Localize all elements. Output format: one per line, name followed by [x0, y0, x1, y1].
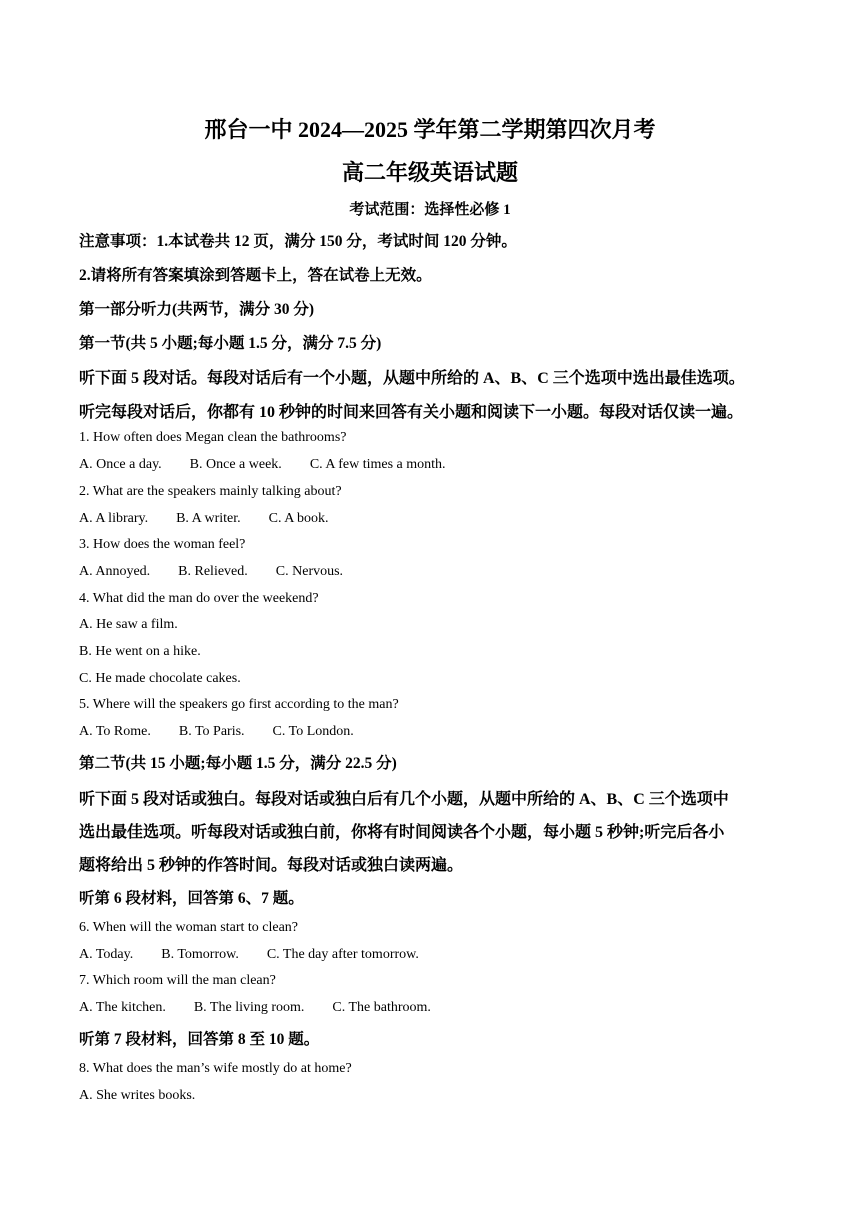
section2-instruction-1: 听下面 5 段对话或独白。每段对话或独白后有几个小题，从题中所给的 A、B、C 三个选项中	[79, 791, 729, 808]
option-b: B. Relieved.	[178, 564, 248, 579]
option-a: A. A library.	[79, 511, 149, 526]
option-a: A. The kitchen.	[79, 1000, 166, 1015]
option-c: C. The day after tomorrow.	[266, 947, 419, 962]
section1-heading: 第一节(共 5 小题;每小题 1.5 分，满分 7.5 分)	[79, 335, 382, 352]
question-1-options	[79, 457, 446, 473]
question-3: 3. How does the woman feel?	[79, 537, 246, 552]
section1-instruction-2: 听完每段对话后，你都有 10 秒钟的时间来回答有关小题和阅读下一小题。每段对话仅读一遍。	[79, 404, 744, 421]
question-7-options	[79, 1000, 431, 1016]
option-b: B. Tomorrow.	[161, 947, 239, 962]
section1-instruction-1: 听下面 5 段对话。每段对话后有一个小题，从题中所给的 A、B、C 三个选项中选出最佳选项。	[79, 370, 745, 387]
option-b: B. The living room.	[193, 1000, 305, 1015]
question-3-options	[79, 564, 343, 580]
part1-heading: 第一部分听力(共两节，满分 30 分)	[79, 301, 315, 318]
option-b: B. A writer.	[176, 511, 241, 526]
option-c: C. A book.	[268, 511, 329, 526]
option-a: A. Once a day.	[79, 457, 162, 472]
question-5-options	[79, 724, 354, 740]
note-1: 注意事项：1.本试卷共 12 页，满分 150 分，考试时间 120 分钟。	[79, 233, 517, 250]
section2-instruction-2: 选出最佳选项。听每段对话或独白前，你将有时间阅读各个小题，每小题 5 秒钟;听完后各小	[79, 824, 725, 841]
option-c: C. To London.	[272, 724, 354, 739]
option-c: C. A few times a month.	[309, 457, 446, 472]
question-8: 8. What does the man’s wife mostly do at home?	[79, 1061, 352, 1076]
option-c: C. Nervous.	[275, 564, 344, 579]
question-6: 6. When will the woman start to clean?	[79, 920, 299, 935]
option-a: A. Annoyed.	[79, 564, 151, 579]
option-a: A. Today.	[79, 947, 134, 962]
exam-subtitle: 高二年级英语试题	[341, 160, 518, 185]
exam-title: 邢台一中 2024—2025 学年第二学期第四次月考	[204, 117, 656, 142]
exam-scope: 考试范围：选择性必修 1	[349, 202, 511, 218]
material-6-heading: 听第 6 段材料，回答第 6、7 题。	[79, 890, 304, 907]
question-4: 4. What did the man do over the weekend?	[79, 591, 319, 606]
question-6-options	[79, 947, 419, 963]
option-c: C. He made chocolate cakes.	[79, 671, 241, 686]
question-2: 2. What are the speakers mainly talking about?	[79, 484, 342, 499]
question-1: 1. How often does Megan clean the bathrooms?	[79, 430, 347, 445]
option-a: A. To Rome.	[79, 724, 151, 739]
option-c: C. The bathroom.	[332, 1000, 431, 1015]
section2-instruction-3: 题将给出 5 秒钟的作答时间。每段对话或独白读两遍。	[79, 857, 464, 874]
option-b: B. To Paris.	[178, 724, 245, 739]
option-a: A. He saw a film.	[79, 617, 178, 632]
note-2: 2.请将所有答案填涂到答题卡上，答在试卷上无效。	[79, 267, 432, 284]
option-b: B. He went on a hike.	[79, 644, 201, 659]
question-7: 7. Which room will the man clean?	[79, 973, 276, 988]
section2-heading: 第二节(共 15 小题;每小题 1.5 分，满分 22.5 分)	[79, 755, 397, 772]
question-2-options	[79, 511, 329, 527]
material-7-heading: 听第 7 段材料，回答第 8 至 10 题。	[79, 1031, 320, 1048]
option-b: B. Once a week.	[189, 457, 282, 472]
option-a: A. She writes books.	[79, 1088, 196, 1103]
question-5: 5. Where will the speakers go first according to the man?	[79, 697, 399, 712]
